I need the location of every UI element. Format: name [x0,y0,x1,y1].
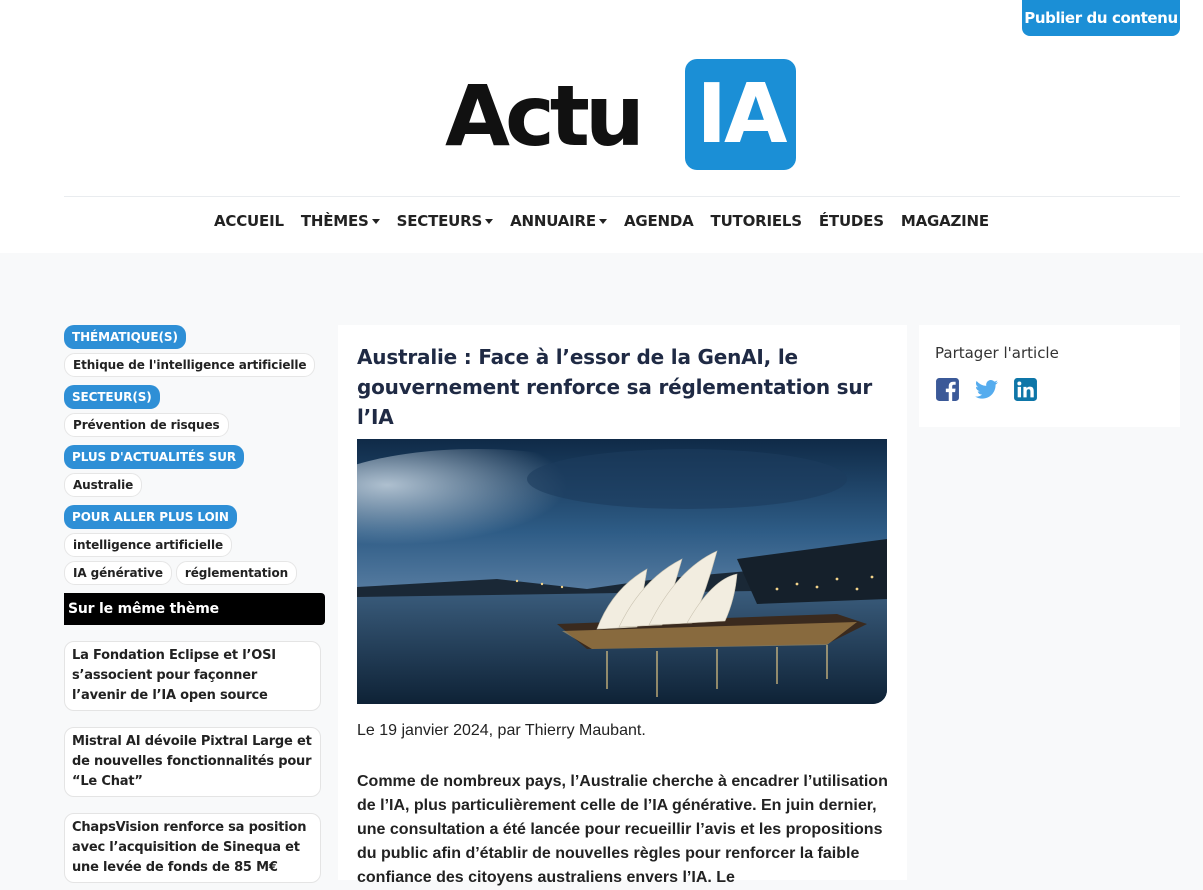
article-hero-image [357,439,887,704]
share-title: Partager l'article [935,344,1059,362]
nav-label: TUTORIELS [710,212,802,230]
tag-chip[interactable]: Ethique de l'intelligence artificielle [64,353,315,377]
nav-annuaire[interactable] [510,212,607,230]
nav-label: ÉTUDES [818,212,884,230]
related-article[interactable]: La Fondation Eclipse et l’OSI s’associent pour façonner l’avenir de l’IA open source [64,641,321,711]
logo-box: IA [685,59,796,170]
caret-down-icon [372,219,380,224]
caret-down-icon [485,219,493,224]
article-lead: Comme de nombreux pays, l’Australie cherche à encadrer l’utilisation de l’IA, plus particulièrement celle de l’IA générative. En juin dernier, une consultation a été lancée pour recueillir l’avis et les propositions du public afin d’établir de nouvelles règles pour renforcer la faible confiance des citoyens australiens envers l’IA. Le [357,773,888,886]
share-panel [919,325,1180,427]
nav-label: MAGAZINE [900,212,989,230]
nav-secteurs[interactable] [397,212,493,230]
related-article[interactable]: Mistral AI dévoile Pixtral Large et de nouvelles fonctionnalités pour “Le Chat” [64,727,321,797]
article-title: Australie : Face à l’essor de la GenAI, le gouvernement renforce sa réglementation sur l’IA [357,345,873,429]
same-theme-heading: Sur le même thème [64,593,325,625]
thematique-tags [64,353,326,377]
publish-content-button[interactable]: Publier du contenu [1022,0,1180,36]
plus-actualites-heading: PLUS D'ACTUALITÉS SUR [64,445,244,469]
nav-label: SECTEURS [396,212,483,230]
nav-themes[interactable] [301,212,380,230]
twitter-icon[interactable] [974,377,999,402]
secteur-heading: SECTEUR(S) [64,385,160,409]
actuia-logo[interactable] [445,58,797,171]
thematique-heading: THÉMATIQUE(S) [64,325,186,349]
site-header [0,0,1203,253]
nav-label: ACCUEIL [214,212,284,230]
share-icons [935,377,1038,402]
nav-magazine[interactable] [901,212,989,230]
plus-actualites-tags [64,473,326,497]
nav-label: ANNUAIRE [510,212,596,230]
nav-label: AGENDA [623,212,694,230]
caret-down-icon [599,219,607,224]
logo-text: Actu [445,67,640,165]
related-article[interactable]: ChapsVision renforce sa position avec l’acquisition de Sinequa et une levée de fonds de 85 M€ [64,813,321,883]
nav-tutoriels[interactable] [711,212,802,230]
nav-etudes[interactable] [819,212,884,230]
aller-plus-loin-tags [64,533,326,557]
tag-chip[interactable]: intelligence artificielle [64,533,232,557]
tag-chip[interactable]: Prévention de risques [64,413,229,437]
aller-plus-loin-heading: POUR ALLER PLUS LOIN [64,505,237,529]
facebook-icon[interactable] [935,377,960,402]
linkedin-icon[interactable] [1013,377,1038,402]
header-divider [64,196,1180,197]
article-byline: Le 19 janvier 2024, par Thierry Maubant. [357,722,646,739]
nav-accueil[interactable] [214,212,284,230]
tag-chip[interactable]: Australie [64,473,142,497]
nav-label: THÈMES [300,212,369,230]
nav-agenda[interactable] [624,212,694,230]
article-card [338,325,907,886]
sydney-opera-house-image [357,439,887,704]
left-sidebar [64,325,326,883]
tag-chip[interactable]: réglementation [176,561,297,585]
tag-chip[interactable]: IA générative [64,561,172,585]
aller-plus-loin-tags-row2 [64,561,326,585]
secteur-tags [64,413,326,437]
main-nav [0,212,1203,230]
